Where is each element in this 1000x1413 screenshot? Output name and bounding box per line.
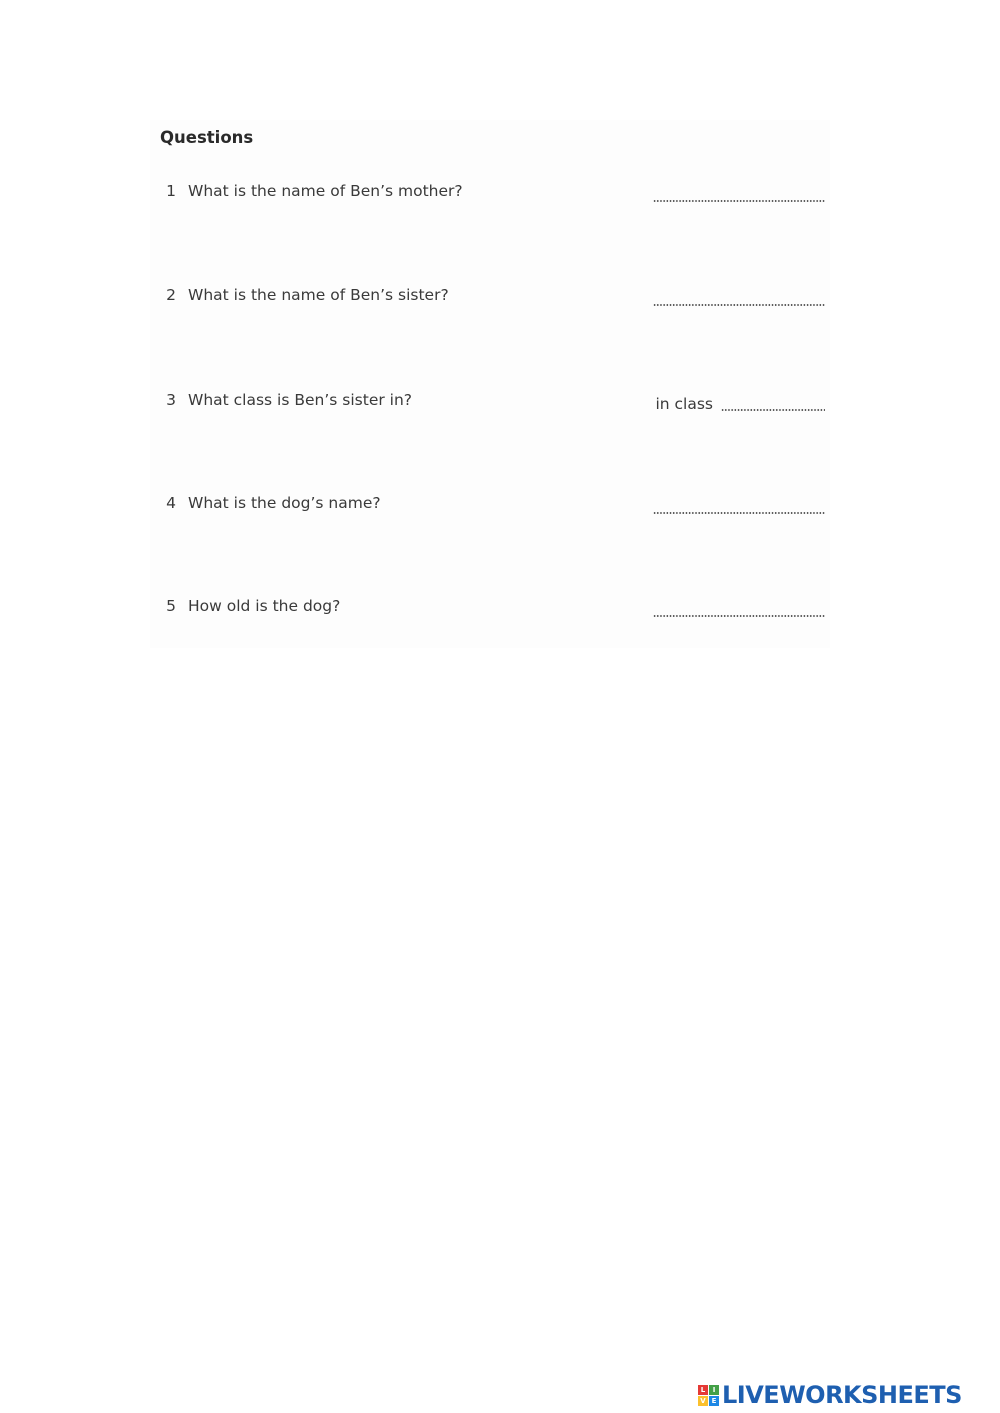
logo-mark-icon <box>698 1385 719 1406</box>
dotted-answer-line[interactable] <box>721 409 825 411</box>
dotted-answer-line[interactable] <box>653 200 825 202</box>
answer-blank-2[interactable] <box>653 290 825 308</box>
question-row-2 <box>160 286 825 310</box>
answer-blank-5[interactable] <box>653 601 825 619</box>
question-text: What is the name of Ben’s mother? <box>188 182 463 200</box>
dotted-answer-line[interactable] <box>653 512 825 514</box>
question-row-1 <box>160 182 825 206</box>
question-number: 1 <box>166 182 176 200</box>
question-row-5 <box>160 597 825 621</box>
answer-prefix: in class <box>655 395 713 413</box>
question-number: 3 <box>166 391 176 409</box>
dotted-answer-line[interactable] <box>653 615 825 617</box>
question-text: What is the dog’s name? <box>188 494 381 512</box>
question-text: What is the name of Ben’s sister? <box>188 286 449 304</box>
question-row-4 <box>160 494 825 518</box>
liveworksheets-logo <box>698 1380 962 1410</box>
answer-blank-3[interactable] <box>655 395 825 413</box>
question-number: 4 <box>166 494 176 512</box>
logo-mark-letter: I <box>709 1385 719 1395</box>
question-row-3 <box>160 391 825 415</box>
section-heading: Questions <box>160 128 254 147</box>
question-number: 2 <box>166 286 176 304</box>
question-text: How old is the dog? <box>188 597 341 615</box>
logo-mark-letter: E <box>709 1396 719 1406</box>
logo-mark-letter: V <box>698 1396 708 1406</box>
dotted-answer-line[interactable] <box>653 304 825 306</box>
logo-mark-letter: L <box>698 1385 708 1395</box>
question-text: What class is Ben’s sister in? <box>188 391 413 409</box>
answer-blank-1[interactable] <box>653 186 825 204</box>
logo-text: LIVEWORKSHEETS <box>722 1381 962 1409</box>
answer-blank-4[interactable] <box>653 498 825 516</box>
question-number: 5 <box>166 597 176 615</box>
